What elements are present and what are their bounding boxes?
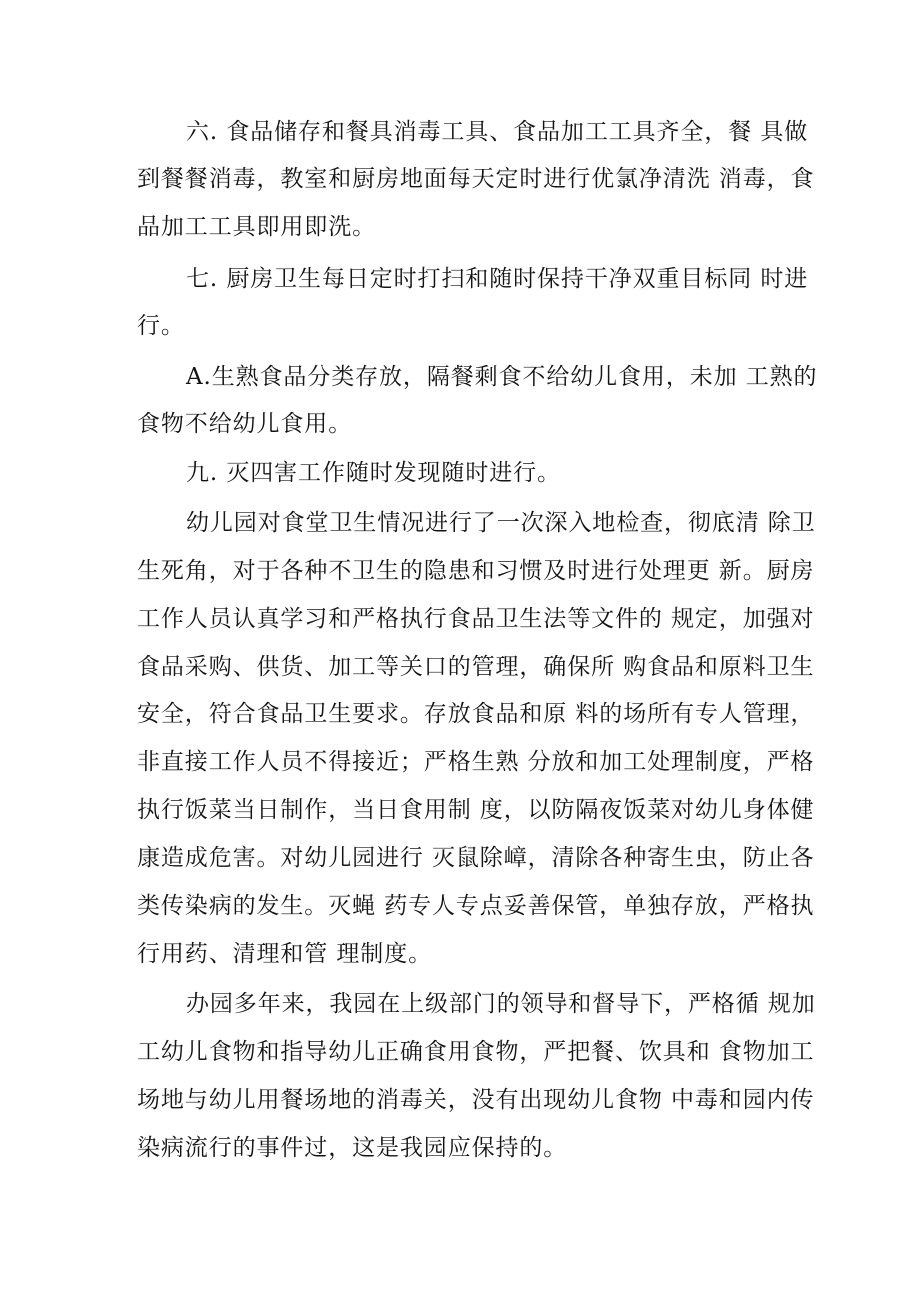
paragraph-10-line-4: 食品采购、供货、加工等关口的管理，确保所 购食品和原料卫生	[137, 654, 815, 680]
paragraph-10-line-10: 行用药、清理和管 理制度。	[137, 941, 433, 967]
paragraph-11-line-2: 工幼儿食物和指导幼儿正确食用食物，严把餐、饮具和 食物加工	[137, 1039, 815, 1065]
paragraph-10-line-2: 生死角，对于各种不卫生的隐患和习惯及时进行处理更 新。厨房	[137, 558, 815, 584]
paragraph-6-line-3: 品加工工具即用即洗。	[137, 214, 376, 240]
paragraph-10-line-3: 工作人员认真学习和严格执行食品卫生法等文件的 规定，加强对	[137, 606, 815, 632]
paragraph-10-line-7: 执行饭菜当日制作，当日食用制 度，以防隔夜饭菜对幼儿身体健	[137, 797, 815, 823]
paragraph-11-line-1: 办园多年来，我园在上级部门的领导和督导下，严格循 规加	[186, 991, 816, 1017]
paragraph-10-line-9: 类传染病的发生。灭蝇 药专人专点妥善保管，单独存放，严格执	[137, 893, 815, 919]
paragraph-6-line-2: 到餐餐消毒，教室和厨房地面每天定时进行优氯净清洗 消毒，食	[137, 166, 815, 192]
paragraph-10-line-1: 幼儿园对食堂卫生情况进行了一次深入地检查，彻底清 除卫	[186, 510, 816, 536]
paragraph-10-line-8: 康造成危害。对幼儿园进行 灭鼠除嶂，清除各种寄生虫，防止各	[137, 845, 815, 871]
paragraph-9-line-1: 九. 灭四害工作随时发现随时进行。	[186, 460, 561, 486]
paragraph-a-line-1: A.生熟食品分类存放，隔餐剩食不给幼儿食用，未加 工熟的	[186, 364, 818, 390]
paragraph-11-line-3: 场地与幼儿用餐场地的消毒关，没有出现幼儿食物 中毒和园内传	[137, 1087, 815, 1113]
paragraph-6-line-1: 六. 食品储存和餐具消毒工具、食品加工工具齐全，餐 具做	[186, 119, 809, 145]
paragraph-7-line-2: 行。	[137, 313, 185, 339]
paragraph-a-line-2: 食物不给幼儿食用。	[137, 411, 353, 437]
paragraph-11-line-4: 染病流行的事件过，这是我园应保持的。	[137, 1135, 568, 1161]
paragraph-7-line-1: 七. 厨房卫生每日定时打扫和随时保持干净双重目标同 时进	[186, 266, 809, 292]
paragraph-10-line-6: 非直接工作人员不得接近；严格生熟 分放和加工处理制度，严格	[137, 749, 815, 775]
paragraph-10-line-5: 安全，符合食品卫生要求。存放食品和原 料的场所有专人管理，	[137, 701, 815, 727]
